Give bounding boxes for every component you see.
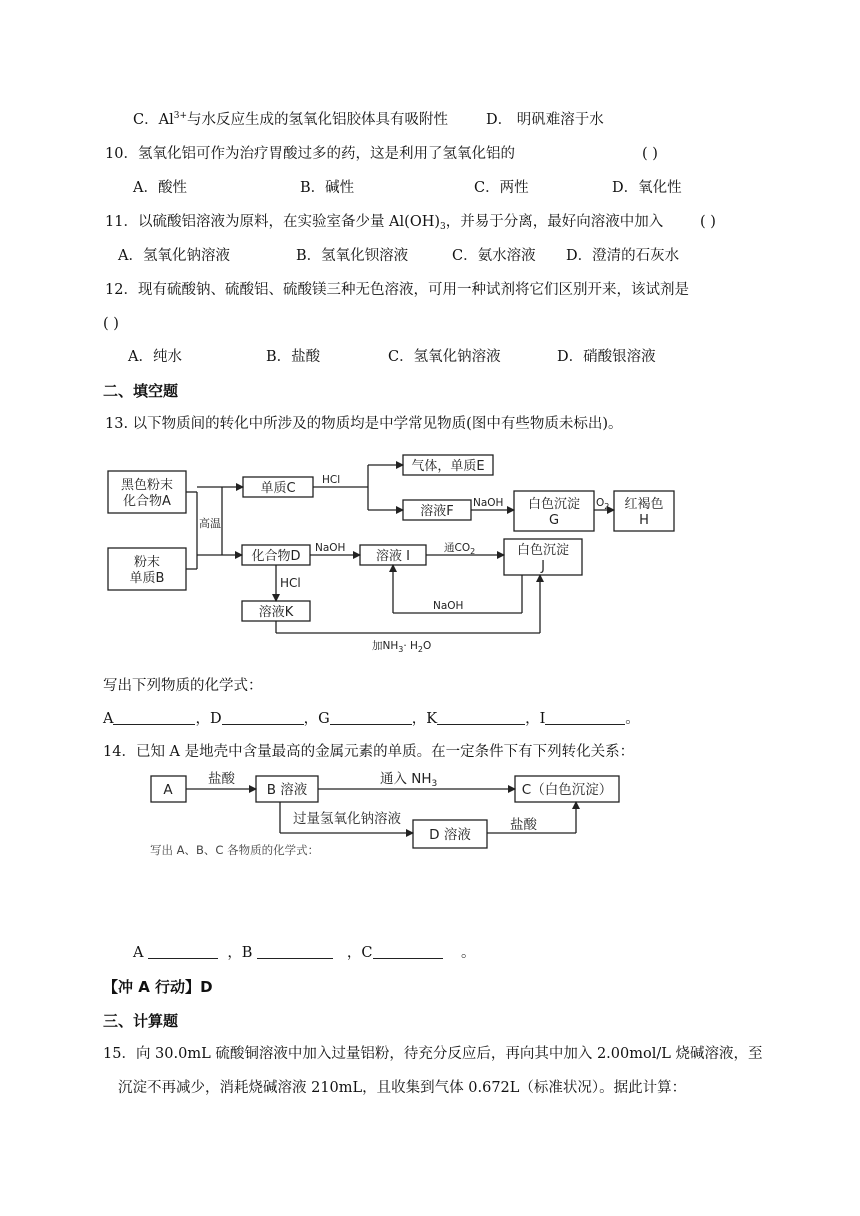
q10-option-b: B．碱性 (300, 180, 355, 196)
label-hcl-dk: HCl (280, 576, 301, 590)
q10-answer-paren: ( ) (642, 146, 658, 162)
q11-option-c: C．氨水溶液 (452, 248, 536, 264)
q13-reaction-diagram (0, 445, 860, 655)
label-heat: 高温 (199, 517, 221, 530)
label-co2: 通$CO_2$ (444, 542, 476, 556)
q11-option-a: A．氢氧化钠溶液 (118, 248, 230, 264)
q11-option-d: D．澄清的石灰水 (566, 248, 680, 264)
q12-answer-paren: ( ) (103, 316, 119, 332)
diagram-note: 写出 A、B、C 各物质的化学式： (150, 843, 320, 857)
q13-stem: 13. 以下物质间的转化中所涉及的物质均是中学常见物质(图中有些物质未标出)。 (105, 416, 623, 432)
label-naoh-di: NaOH (315, 542, 346, 554)
q15-line1: 15．向 30.0mL 硫酸铜溶液中加入过量铝粉，待充分反应后，再向其中加入 2.00mol/L 烧碱溶液，至 (103, 1046, 763, 1062)
box-j-line1: 白色沉淀 (516, 543, 570, 558)
q11-answer-paren: ( ) (700, 214, 716, 230)
answer-blank-a[interactable] (148, 943, 218, 959)
box-b-line1: 粉末 (133, 555, 161, 570)
box-b-label: B 溶液 (266, 782, 308, 798)
label-naoh: 过量氢氧化钠溶液 (293, 811, 401, 827)
box-g-line2: G (548, 513, 560, 528)
box-k-label: 溶液K (258, 605, 294, 620)
box-i-label: 溶液 I (376, 549, 410, 564)
answer-blank-d[interactable] (222, 709, 304, 725)
box-b-line2: 单质B (129, 571, 165, 586)
box-a-line1: 黑色粉末 (120, 478, 174, 493)
blank-label-g: G (318, 711, 330, 727)
q11-option-b: B．氢氧化钡溶液 (296, 248, 409, 264)
box-c-label: 单质C (260, 481, 296, 496)
q15-line2: 沉淀不再减少，消耗烧碱溶液 210mL，且收集到气体 0.672L（标准状况）。据此计算： (118, 1080, 687, 1096)
q14-stem: 14．已知 A 是地壳中含量最高的金属元素的单质。在一定条件下有下列转化关系： (103, 744, 635, 760)
q10-option-d: D．氧化性 (612, 180, 682, 196)
blank-label-a: A (133, 945, 144, 961)
label-naoh-ji: NaOH (433, 600, 464, 612)
box-d-label: 化合物D (251, 549, 301, 564)
label-nh3: 通入 $NH_3$ (380, 771, 438, 789)
q10-stem: 10．氢氧化铝可作为治疗胃酸过多的药，这是利用了氢氧化铝的 (105, 146, 515, 162)
q12-option-c: C．氢氧化钠溶液 (388, 349, 501, 365)
section-heading-fill-in: 二、填空题 (103, 382, 179, 400)
box-h-line1: 红褐色 (624, 497, 664, 512)
answer-blank-a[interactable] (113, 709, 195, 725)
blank-label-b: ，B (227, 945, 253, 961)
box-d-label: D 溶液 (429, 827, 471, 843)
blank-label-a: A (103, 711, 114, 727)
q9-option-c: C．$Al^{3+}$与水反应生成的氢氧化铝胶体具有吸附性 (133, 111, 448, 128)
answer-blank-i[interactable] (545, 709, 625, 725)
box-c-label: C（白色沉淀） (521, 782, 613, 798)
q12-stem: 12．现有硫酸钠、硫酸铝、硫酸镁三种无色溶液，可用一种试剂将它们区别开来，该试剂是 (105, 282, 689, 298)
answer-blank-b[interactable] (257, 943, 333, 959)
blank-label-d: D (209, 711, 222, 727)
label-naoh-fg: NaOH (473, 497, 504, 509)
label-nh3-h2o: 加$NH_3\cdot H_2O$ (372, 640, 432, 654)
q13-prompt: 写出下列物质的化学式： (103, 678, 263, 694)
q13-answer-line: A ，D ，G ，K ，I 。 (103, 711, 640, 727)
answer-blank-g[interactable] (330, 709, 412, 725)
q12-option-b: B．盐酸 (266, 349, 321, 365)
q11-stem: 11．以硫酸铝溶液为原料，在实验室备少量 $Al(OH)_3$，并易于分离，最好向溶液中加入 (105, 214, 664, 232)
q12-option-a: A．纯水 (128, 349, 182, 365)
answer-blank-c[interactable] (373, 943, 443, 959)
label-o2: $O_2$ (596, 497, 610, 511)
box-g-line1: 白色沉淀 (527, 497, 581, 512)
blank-label-i: I (539, 711, 546, 727)
label-hcl-top: HCl (322, 474, 341, 486)
box-e-label: 气体，单质E (411, 459, 485, 474)
q10-option-a: A．酸性 (133, 180, 187, 196)
box-f-label: 溶液F (420, 504, 454, 519)
answer-blank-k[interactable] (437, 709, 525, 725)
section-heading-calculation: 三、计算题 (103, 1012, 179, 1030)
q10-option-c: C．两性 (474, 180, 529, 196)
chong-a-heading: 【冲 A 行动】D (103, 978, 213, 996)
box-j-line2: J (541, 559, 545, 574)
blank-label-k: K (426, 711, 438, 727)
label-hcl: 盐酸 (208, 771, 235, 787)
q14-answer-line: A ，B ，C 。 (133, 945, 476, 961)
box-a-label: A (163, 782, 173, 798)
q12-option-d: D．硝酸银溶液 (557, 349, 656, 365)
label-hcl2: 盐酸 (510, 817, 537, 833)
box-a-line2: 化合物A (123, 494, 171, 509)
box-h-line2: H (639, 513, 649, 528)
q9-option-d: D． 明矾难溶于水 (486, 112, 604, 128)
blank-label-c: ，C (346, 945, 373, 961)
q14-reaction-diagram (0, 768, 860, 858)
